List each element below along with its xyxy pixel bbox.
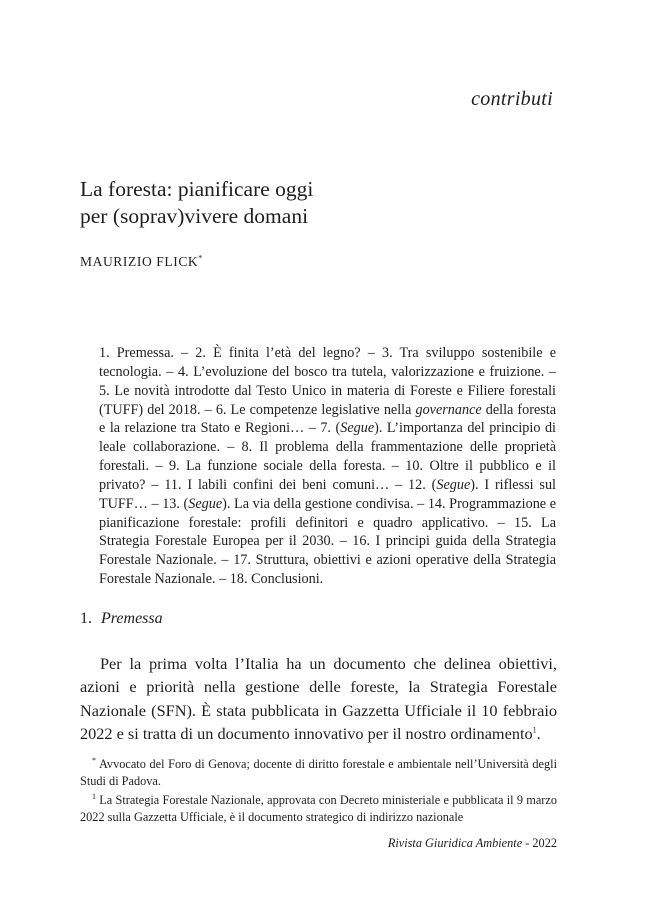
summary-governance: governance xyxy=(415,401,482,418)
article-title xyxy=(80,176,560,230)
footnote-text: La Strategia Forestale Nazionale, approvata con Decreto ministeriale e pubblicata il 9 marzo 2022 sulla Gazzetta Ufficiale, è il documento strategico di indirizzo nazionale xyxy=(80,792,557,824)
summary-segue-1: Segue xyxy=(340,420,375,437)
footnote-mark: * xyxy=(92,755,96,765)
footnote-author xyxy=(80,756,557,791)
footnote-1 xyxy=(80,792,557,827)
summary-text-4: ). I riflessi sul TUFF… – 13. ( xyxy=(99,476,556,512)
section-number: 1. xyxy=(80,610,92,627)
section-heading xyxy=(80,610,163,628)
running-footer xyxy=(388,836,557,851)
summary-text-2: della foresta e la relazione tra Stato e Regioni… – 7. ( xyxy=(99,401,557,437)
summary-text-5: ). La via della gestione condivisa. – 14. Programmazione e pianificazione forestale: profili definitori e quadro applicativo. – 15. La Strategia Forestale Europea per il 2030. – 16. I principi guida della Strategia Forestale Nazionale. – 17. Struttura, obiettivi e azioni operative della Strategia Forestale Nazionale. – 18. Conclusioni. xyxy=(99,495,556,588)
body-paragraph xyxy=(80,652,557,745)
footnote-text: Avvocato del Foro di Genova; docente di diritto forestale e ambientale nell’Università degli Studi di Padova. xyxy=(80,757,557,789)
body-text: Per la prima volta l’Italia ha un documento che delinea obiettivi, azioni e priorità nella gestione delle foreste, la Strategia Forestale Nazionale (SFN). È stata pubblicata in Gazzetta Ufficiale il 10 febbraio 2022 e si tratta di un documento innovativo per il nostro ordinamento xyxy=(80,654,557,743)
journal-name: Rivista Giuridica Ambiente xyxy=(387,836,523,850)
footnotes xyxy=(80,756,557,827)
author-footnote-mark: * xyxy=(198,253,203,263)
section-title: Premessa xyxy=(101,610,163,627)
summary-text-3: ). L’importanza del principio di leale collaborazione. – 8. Il problema della frammentazione delle proprietà forestali. – 9. La funzione sociale della foresta. – 10. Oltre il pubblico e il privato? – 11. I labili confini dei beni comuni… – 12. ( xyxy=(99,420,556,493)
footer-separator: - xyxy=(522,836,533,850)
section-label: contributi xyxy=(471,88,553,110)
footnote-mark: 1 xyxy=(92,791,96,801)
author-name xyxy=(80,254,203,270)
summary-text-1: 1. Premessa. – 2. È finita l’età del legno? – 3. Tra sviluppo sostenibile e tecnologia. – 4. L’evoluzione del bosco tra tutela, valorizzazione e fruizione. – 5. Le novità introdotte dal Testo Unico in materia di Foreste e Filiere forestali (TUFF) del 2018. – 6. Le competenze legislative nella xyxy=(99,345,556,418)
article-title-line-2: per (soprav)vivere domani xyxy=(80,204,309,228)
journal-year: 2022 xyxy=(532,836,557,850)
summary-segue-2: Segue xyxy=(436,476,471,493)
summary-segue-3: Segue xyxy=(188,495,223,512)
author-name-text: MAURIZIO FLICK xyxy=(80,254,199,269)
article-title-line-1: La foresta: pianificare oggi xyxy=(80,177,314,201)
footnote-ref-1: 1 xyxy=(532,725,537,735)
body-end: . xyxy=(536,723,541,743)
summary-index xyxy=(99,344,556,589)
